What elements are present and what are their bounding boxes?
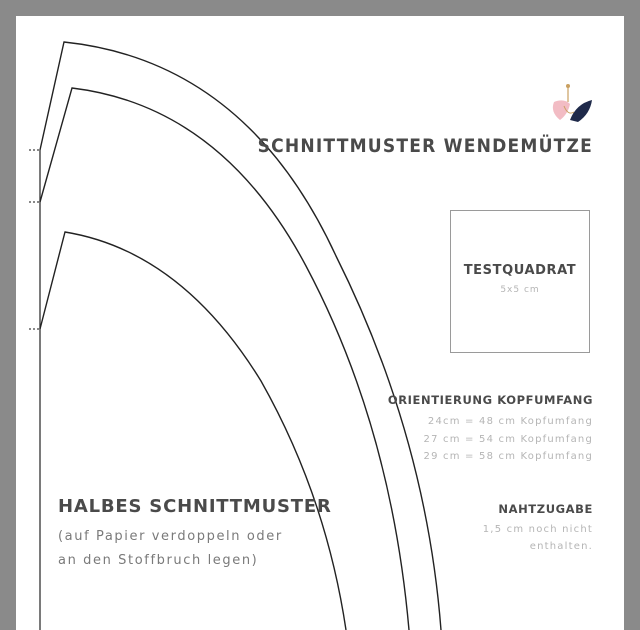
half-pattern-line: (auf Papier verdoppeln oder [58,529,283,544]
half-pattern-line: an den Stoffbruch legen) [58,553,259,568]
head-size-heading: ORIENTIERUNG KOPFUMFANG [387,393,593,407]
half-pattern-note [58,496,332,573]
heart-ribbon-logo-icon [546,82,596,126]
test-square-size: 5x5 cm [500,285,540,295]
head-size-line: 29 cm = 58 cm Kopfumfang [423,451,593,462]
test-square-label: TESTQUADRAT [463,263,577,278]
head-size-legend [388,393,593,466]
head-size-line: 27 cm = 54 cm Kopfumfang [423,433,593,445]
half-pattern-heading: HALBES SCHNITTMUSTER [58,496,332,517]
seam-allowance-line: 1,5 cm noch nicht [482,524,593,535]
seam-allowance-note [483,502,593,555]
page-title: SCHNITTMUSTER WENDEMÜTZE [257,135,593,157]
test-square [450,210,590,353]
head-size-line: 24cm = 48 cm Kopfumfang [427,416,593,427]
seam-allowance-line: enthalten. [529,541,593,552]
seam-allowance-heading: NAHTZUGABE [498,502,593,516]
fold-tick-marks [29,149,39,330]
pattern-sheet [16,16,624,630]
